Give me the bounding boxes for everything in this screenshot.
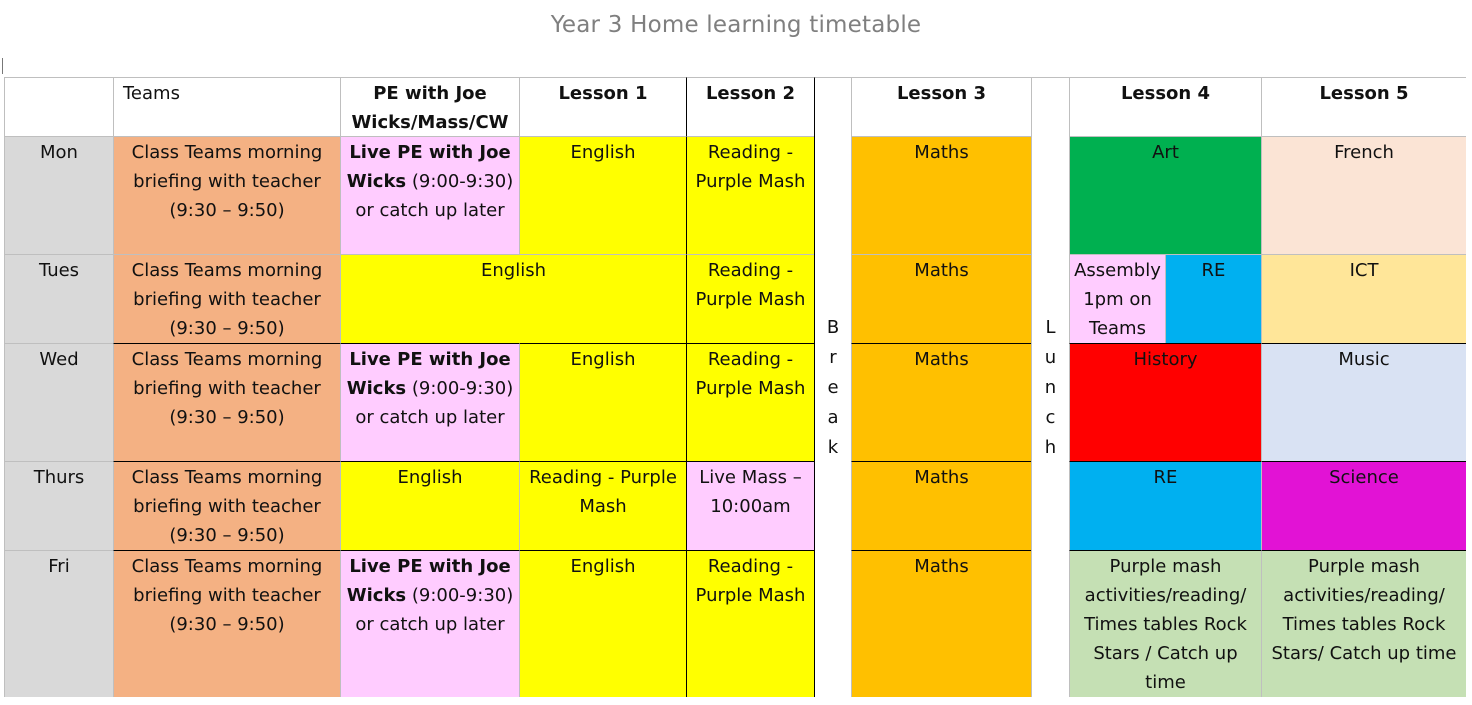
mon-lesson-1: English xyxy=(519,136,686,254)
wed-teams-briefing: Class Teams morning briefing with teacher (9:30 – 9:50) xyxy=(113,343,340,461)
wed-lesson-4: History xyxy=(1069,343,1261,461)
fri-lesson-4: Purple mash activities/reading/ Times tables Rock Stars / Catch up time xyxy=(1069,550,1261,697)
page-title: Year 3 Home learning timetable xyxy=(550,12,922,38)
day-thurs: Thurs xyxy=(4,461,113,550)
wed-lesson-1: English xyxy=(519,343,686,461)
tues-lesson-5: ICT xyxy=(1261,254,1466,343)
break-letter: k xyxy=(827,436,839,458)
day-tues: Tues xyxy=(4,254,113,343)
fri-lesson-3: Maths xyxy=(851,550,1031,697)
lunch-letter: c xyxy=(1045,406,1056,428)
mon-lesson-2: Reading - Purple Mash xyxy=(686,136,814,254)
break-letter: B xyxy=(826,316,840,338)
header-lesson-1: Lesson 1 xyxy=(519,77,686,136)
day-wed: Wed xyxy=(4,343,113,461)
fri-lesson-5: Purple mash activities/reading/ Times tables Rock Stars/ Catch up time xyxy=(1261,550,1466,697)
mon-teams-briefing: Class Teams morning briefing with teacher (9:30 – 9:50) xyxy=(113,136,340,254)
tues-lesson-2: Reading - Purple Mash xyxy=(686,254,814,343)
fri-lesson-2: Reading - Purple Mash xyxy=(686,550,814,697)
pe-live-label: Live PE with Joe Wicks xyxy=(346,142,511,192)
thurs-lesson-1: Reading - Purple Mash xyxy=(519,461,686,550)
break-letter: r xyxy=(829,346,837,368)
break-letter: a xyxy=(827,406,839,428)
break-column xyxy=(814,77,851,697)
tues-english: English xyxy=(340,254,686,343)
tues-re: RE xyxy=(1165,254,1261,343)
timetable xyxy=(4,77,1466,697)
thurs-lesson-2: Live Mass – 10:00am xyxy=(686,461,814,550)
pe-live-detail: (9:00-9:30) or catch up later xyxy=(355,585,514,635)
tues-lesson-3: Maths xyxy=(851,254,1031,343)
thurs-lesson-3: Maths xyxy=(851,461,1031,550)
header-lesson-5: Lesson 5 xyxy=(1261,77,1466,136)
mon-lesson-5: French xyxy=(1261,136,1466,254)
day-fri: Fri xyxy=(4,550,113,697)
break-letter: e xyxy=(827,376,839,398)
fri-lesson-1: English xyxy=(519,550,686,697)
lunch-column xyxy=(1031,77,1069,697)
pe-live-detail: (9:00-9:30) or catch up later xyxy=(355,171,514,221)
text-cursor xyxy=(2,58,3,74)
wed-lesson-3: Maths xyxy=(851,343,1031,461)
thurs-lesson-4: RE xyxy=(1069,461,1261,550)
wed-lesson-5: Music xyxy=(1261,343,1466,461)
header-lesson-2: Lesson 2 xyxy=(686,77,814,136)
mon-lesson-3: Maths xyxy=(851,136,1031,254)
pe-live-label: Live PE with Joe Wicks xyxy=(346,556,511,606)
mon-pe xyxy=(340,136,519,254)
header-teams: Teams xyxy=(113,77,340,136)
lunch-letter: h xyxy=(1044,436,1057,458)
fri-pe xyxy=(340,550,519,697)
pe-live-label: Live PE with Joe Wicks xyxy=(346,349,511,399)
header-lesson-4: Lesson 4 xyxy=(1069,77,1261,136)
tues-assembly: Assembly 1pm on Teams xyxy=(1069,254,1165,343)
mon-lesson-4: Art xyxy=(1069,136,1261,254)
wed-pe xyxy=(340,343,519,461)
thurs-teams-briefing: Class Teams morning briefing with teacher (9:30 – 9:50) xyxy=(113,461,340,550)
thurs-english: English xyxy=(340,461,519,550)
day-mon: Mon xyxy=(4,136,113,254)
header-lesson-3: Lesson 3 xyxy=(851,77,1031,136)
lunch-letter: L xyxy=(1045,316,1056,338)
lunch-letter: n xyxy=(1044,376,1057,398)
tues-teams-briefing: Class Teams morning briefing with teacher (9:30 – 9:50) xyxy=(113,254,340,343)
lunch-letter: u xyxy=(1044,346,1057,368)
pe-live-detail: (9:00-9:30) or catch up later xyxy=(355,378,514,428)
fri-teams-briefing: Class Teams morning briefing with teacher (9:30 – 9:50) xyxy=(113,550,340,697)
header-pe: PE with Joe Wicks/Mass/CW xyxy=(340,77,519,136)
thurs-lesson-5: Science xyxy=(1261,461,1466,550)
header-blank xyxy=(4,77,113,136)
wed-lesson-2: Reading - Purple Mash xyxy=(686,343,814,461)
